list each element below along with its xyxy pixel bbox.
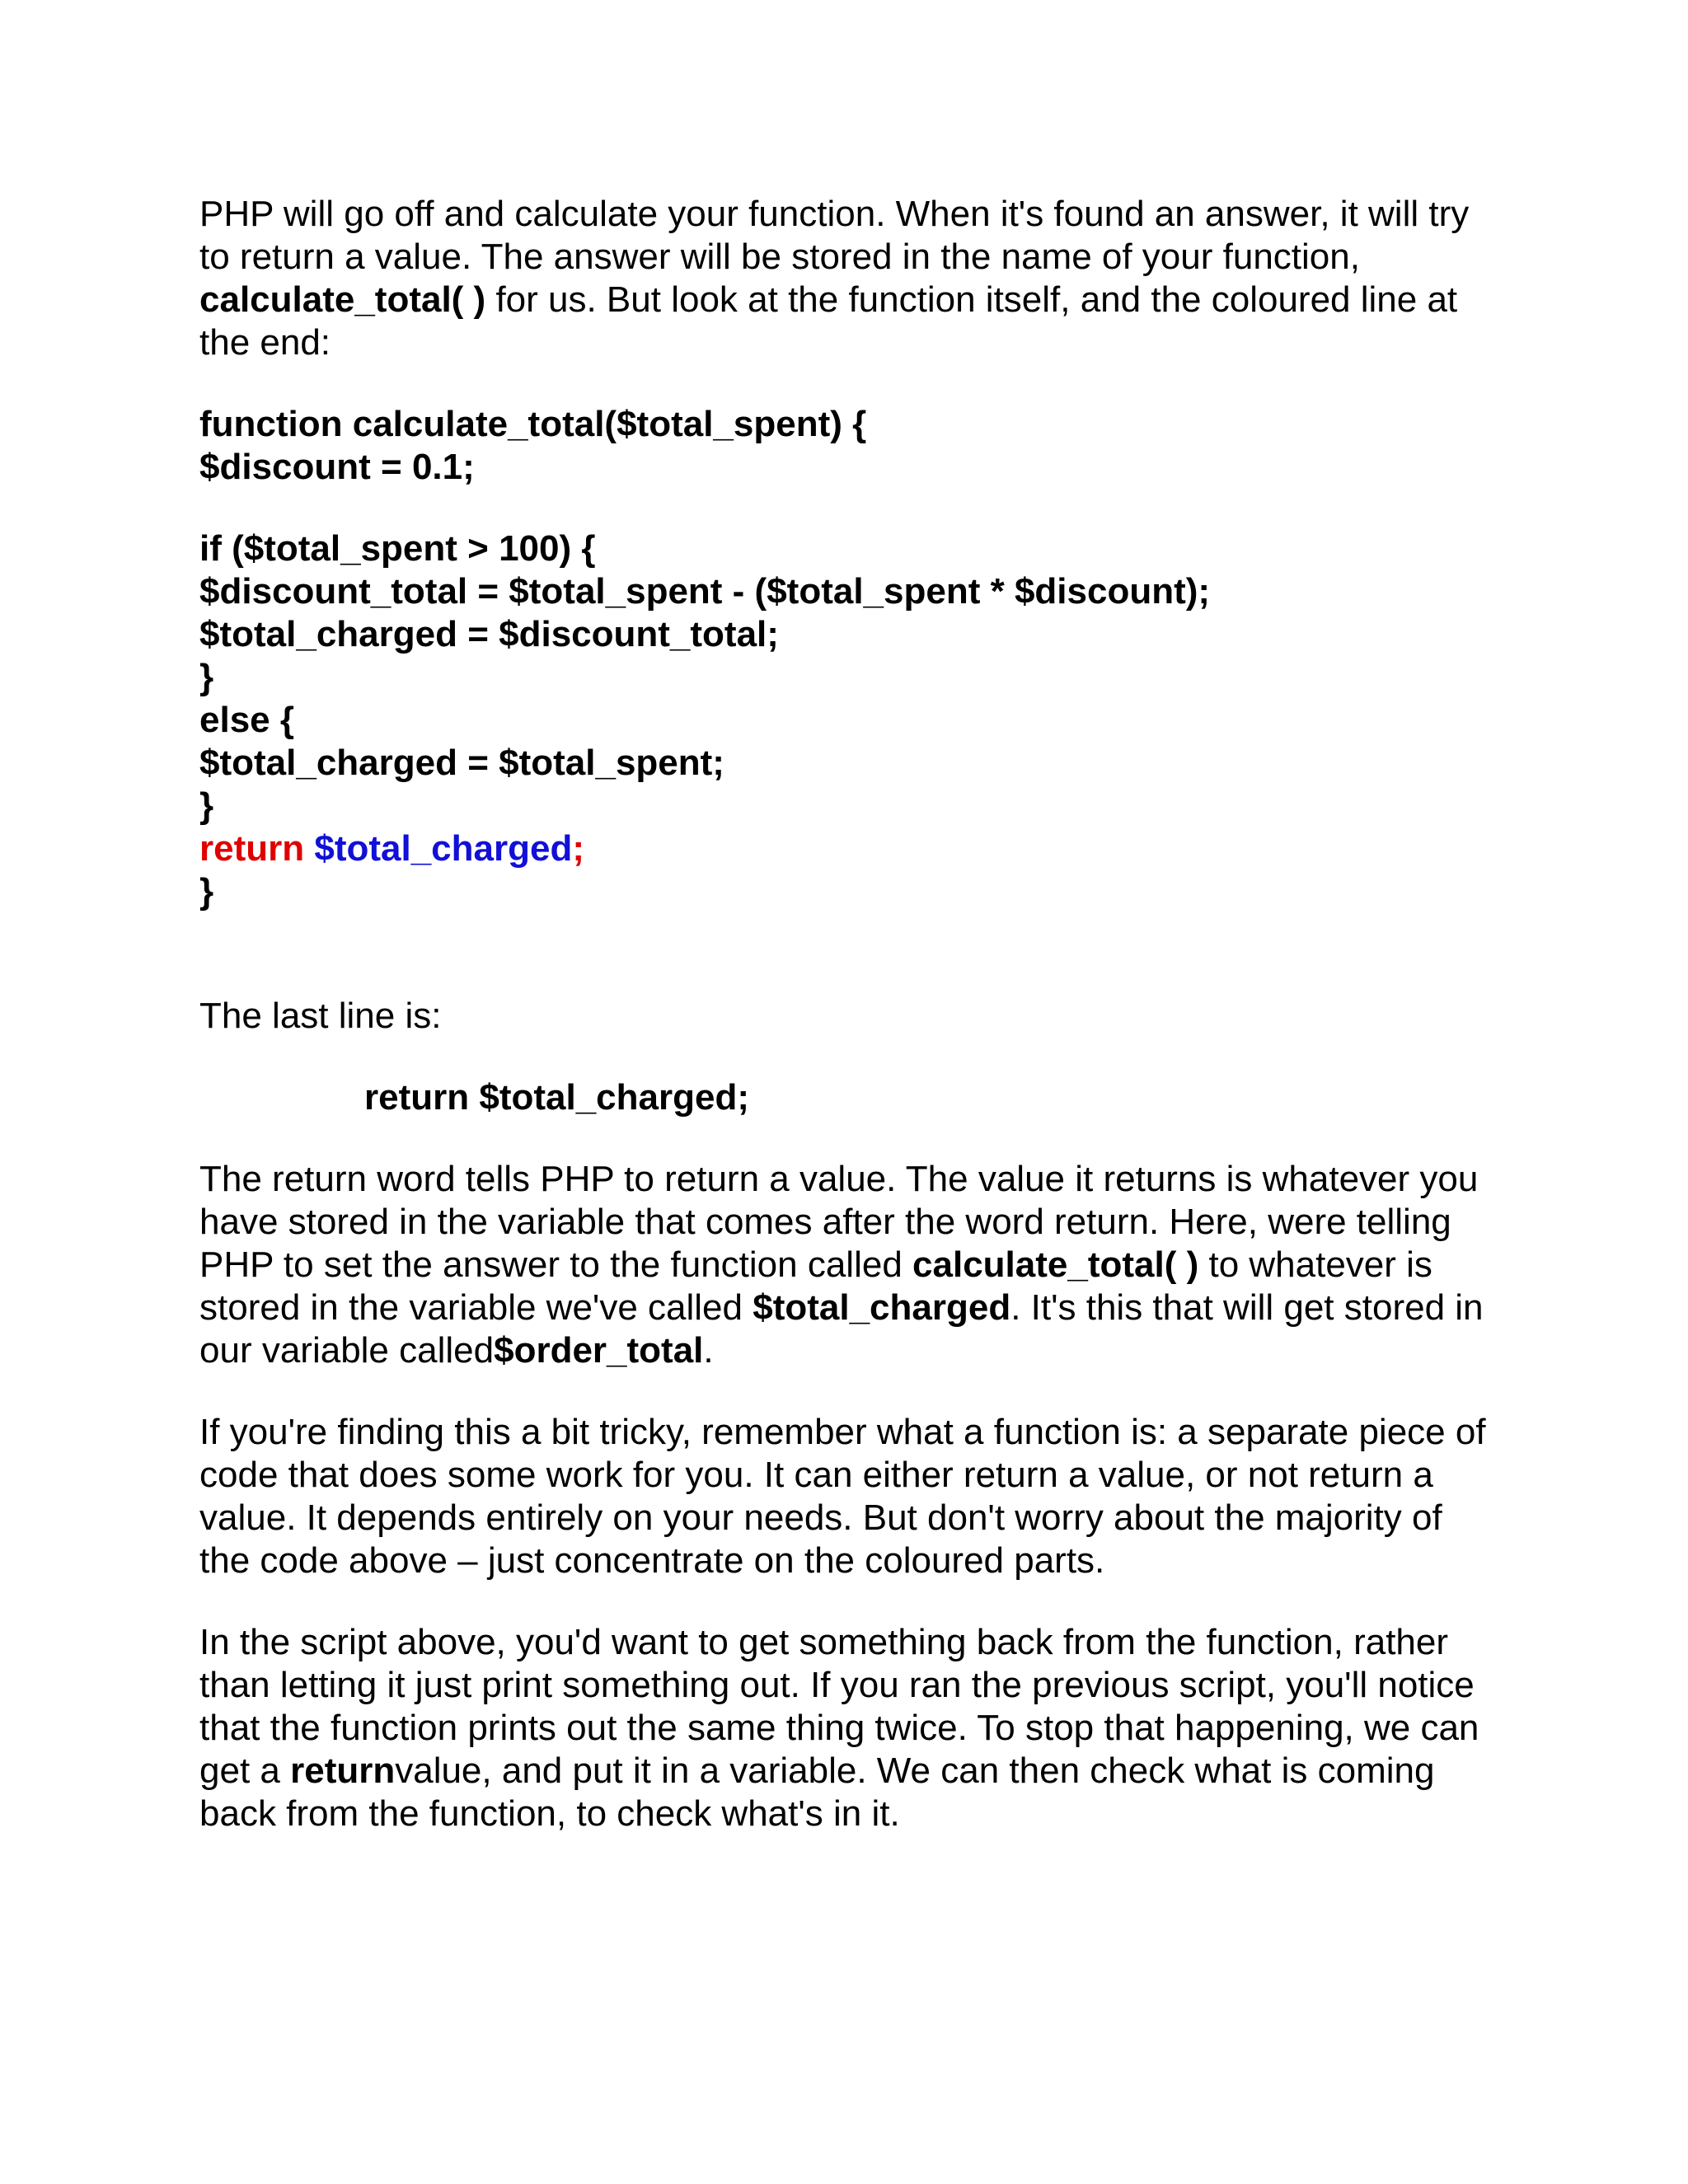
return-explanation-paragraph <box>199 1158 1493 1372</box>
code-line: function calculate_total($total_spent) { <box>199 404 867 444</box>
code-line: $total_charged = $total_spent; <box>199 743 724 783</box>
code-line: } <box>199 785 214 826</box>
code-line: } <box>199 657 214 697</box>
intro-paragraph <box>199 193 1493 364</box>
intro-text-2: for us. But look at the function itself, and the coloured line at the end: <box>199 279 1458 363</box>
intro-text-1: PHP will go off and calculate your function. When it's found an answer, it will try to return a value. The answer will be stored in the name of your function, <box>199 194 1470 277</box>
code-return-line <box>199 827 1493 870</box>
return-keyword: return <box>199 828 305 869</box>
return-explain-text-2: to whatever is stored in the variable we've called <box>199 1244 1432 1328</box>
code-line: $total_charged = $discount_total; <box>199 614 779 654</box>
return-explain-order-total: $order_total <box>494 1330 704 1371</box>
return-explain-variable: $total_charged <box>753 1287 1011 1328</box>
tricky-paragraph: If you're finding this a bit tricky, remember what a function is: a separate piece of code that does some work for you. It can either return a value, or not return a value. It depends entirely on your needs. But don't worry about the majority of the code above – just concentrate on the coloured parts. <box>199 1412 1486 1581</box>
code-line: else { <box>199 700 294 740</box>
last-line-paragraph: The last line is: <box>199 996 442 1036</box>
return-semicolon: ; <box>572 828 584 869</box>
intro-function-name: calculate_total( ) <box>199 279 486 320</box>
return-explain-text-4: . <box>703 1330 714 1371</box>
code-line: $discount = 0.1; <box>199 447 475 487</box>
script-above-paragraph <box>199 1621 1493 1835</box>
return-explain-text-1: The return word tells PHP to return a value. The value it returns is whatever you have stored in the variable that comes after the word return. Here, were telling PHP to set the answer to the function called <box>199 1159 1479 1285</box>
script-above-text-1: In the script above, you'd want to get something back from the function, rather than letting it just print something out. If you ran the previous script, you'll notice that the function prints out the same thing twice. To stop that happening, we can get a <box>199 1622 1479 1791</box>
return-explain-text-3: . It's this that will get stored in our variable called <box>199 1287 1484 1371</box>
code-line: } <box>199 871 214 912</box>
return-space <box>304 828 314 869</box>
spacer <box>199 952 1493 995</box>
code-block-header <box>199 403 1493 489</box>
return-explain-function-name: calculate_total( ) <box>912 1244 1199 1285</box>
script-above-return-word: return <box>290 1750 396 1791</box>
indented-return-statement: return $total_charged; <box>364 1077 749 1118</box>
text-column <box>199 193 1493 1874</box>
script-above-text-2: value, and put it in a variable. We can then check what is coming back from the function, to check what's in it. <box>199 1750 1435 1834</box>
code-block-body <box>199 527 1493 913</box>
code-line: $discount_total = $total_spent - ($total_spent * $discount); <box>199 571 1211 612</box>
return-variable: $total_charged <box>314 828 573 869</box>
code-line: if ($total_spent > 100) { <box>199 528 596 569</box>
